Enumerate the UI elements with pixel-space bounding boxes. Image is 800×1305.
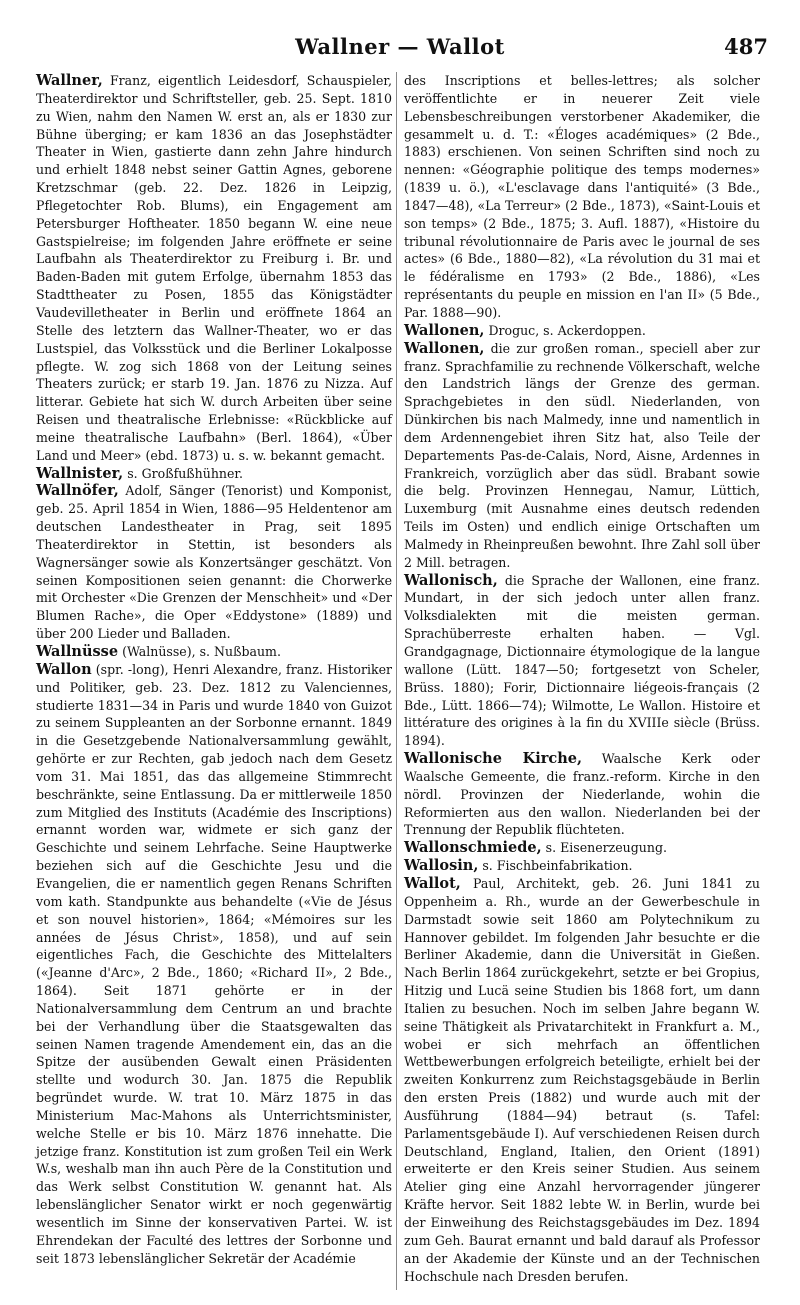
entry-text: Waalsche Kerk oder Waalsche Gemeente, die franz.-reform. Kirche in den nördl. Provinzen der Niederlande, wohin die Reformierten aus den wallon. Niederlanden bei der Trennung der Republik flüchteten.: [404, 751, 760, 838]
entry-wallonen: [404, 340, 760, 572]
headword: Wallot,: [404, 874, 461, 892]
entry-wallner: [36, 72, 392, 465]
headword: Wallon: [36, 660, 92, 678]
headword: Wallner,: [36, 72, 103, 89]
entry-text: (Walnüsse), s. Nußbaum.: [118, 644, 281, 659]
entry-wallonen-droguc: [404, 322, 760, 340]
entry-wallon: [36, 661, 392, 1268]
entry-text: Adolf, Sänger (Tenorist) und Komponist, geb. 25. April 1854 in Wien, 1886—95 Heldentenor am deutschen Landestheater in Prag, seit 1895 Theaterdirektor in Stettin, ist besonders als Wagnersänger sowie als Konzertsänger geschätzt. Von seinen Kompositionen seien genannt: die Chorwerke mit Orchester «Die Grenzen der Menschheit» und «Der Blumen Rache», die Oper «Eddystone» (1889) und über 200 Lieder und Balladen.: [36, 483, 392, 642]
entry-text: s. Eisenerzeugung.: [541, 840, 667, 856]
entry-wallnoefer: [36, 482, 392, 643]
headword: Wallnister,: [36, 464, 124, 482]
page-number: 487: [724, 34, 768, 59]
entry-wallnister: [36, 465, 392, 483]
entry-wallonisch: [404, 572, 760, 750]
left-column: [36, 72, 392, 1268]
headword: Wallnöfer,: [36, 482, 119, 500]
entry-text: die zur großen roman., speciell aber zur franz. Sprachfamilie zu rechnende Völkerschaft, welche den Landstrich längs der Grenze des german. Sprachgebietes in den südl. Niederlanden, von Dünkirchen bis nach Malmedy, inne und namentlich in dem Ardennengebiet ihren Sitz hat, also Teile der Departements Pas-de-Calais, Nord, Aisne, Ardennes in Frankreich, vorzüglich aber das südl. Brabant sowie die belg. Provinzen Hennegau, Namur, Lüttich, Luxemburg (mit Ausnahme eines deutsch redenden Teils im Osten) und endlich einige Ortschaften um Malmedy in Rheinpreußen bewohnt. Ihre Zahl soll über 2 Mill. betragen.: [404, 340, 760, 570]
entry-wallonische-kirche: [404, 750, 760, 839]
entry-text: Franz, eigentlich Leidesdorf, Schauspieler, Theaterdirektor und Schriftsteller, geb. 25. Sept. 1810 zu Wien, nahm den Namen W. erst an, als er 1830 zur Bühne überging; er kam 1836 an das Josephstädter Theater in Wien, gastierte dann zehn Jahre hindurch und erhielt 1848 nebst seiner Gattin Agnes, geborene Kretzschmar (geb. 22. Dez. 1826 in Leipzig, Pflegetochter Rob. Blums), ein Engagement am Petersburger Hoftheater. 1850 begann W. eine neue Gastspielreise; im folgenden Jahre eröffnete er seine Laufbahn als Theaterdirektor zu Freiburg i. Br. und Baden-Baden mit gutem Erfolge, übernahm 1853 das Stadttheater zu Posen, 1855 das Königstädter Vaudevilletheater in Berlin und eröffnete 1864 an Stelle des letztern das Wallner-Theater, wo er das Lustspiel, das Volksstück und die Berliner Lokalposse pflegte. W. zog sich 1868 von der Leitung seines Theaters zurück; er starb 19. Jan. 1876 zu Nizza. Auf litterar. Gebiete hat sich W. durch Arbeiten über seine Reisen und theatralische Erlebnisse: «Rückblicke auf meine theatralische Laufbahn» (Berl. 1864), «Über Land und Meer» (ebd. 1873) u. s. w. bekannt gemacht.: [36, 73, 392, 463]
right-column: [404, 72, 760, 1285]
entry-text: s. Großfußhühner.: [123, 465, 244, 481]
entry-wallosin: [404, 857, 760, 875]
entry-text: die Sprache der Wallonen, eine franz. Mundart, in der sich jedoch unter allen franz. Volksdialekten mit die meisten german. Sprachüberreste erhalten haben. — Vgl. Grandgagnage, Dictionnaire étymologique de la langue wallone (Lütt. 1847—50; fortgesetzt von Scheler, Brüss. 1880); Forir, Dictionnaire liégeois-français (2 Bde., Lütt. 1866—74); Wilmotte, Le Wallon. Histoire et littérature des origines à la fin du XVIIIe siècle (Brüss. 1894).: [404, 572, 760, 749]
entry-text: Droguc, s. Ackerdoppen.: [484, 322, 646, 338]
entry-text: Paul, Architekt, geb. 26. Juni 1841 zu Oppenheim a. Rh., wurde an der Gewerbeschule in Darmstadt sowie seit 1860 am Polytechnikum zu Hannover gebildet. Im folgenden Jahr besuchte er die Berliner Akademie, dann die Universität in Gießen. Nach Berlin 1864 zurückgekehrt, setzte er bei Gropius, Hitzig und Lucä seine Studien bis 1868 fort, um dann Italien zu besuchen. Noch im selben Jahre begann W. seine Thätigkeit als Privatarchitekt in Frankfurt a. M., wobei er sich mehrfach an öffentlichen Wettbewerbungen erfolgreich beteiligte, erhielt bei der zweiten Konkurrenz zum Reichstagsgebäude in Berlin den ersten Preis (1882) und wurde auch mit der Ausführung (1884—94) betraut (s. Tafel: Parlamentsgebäude I). Auf verschiedenen Reisen durch Deutschland, England, Italien, den Orient (1891) erweiterte er den Kreis seiner Studien. Aus seinem Atelier ging eine Anzahl hervorragender jüngerer Kräfte hervor. Seit 1882 lebte W. in Berlin, wurde bei der Einweihung des Reichstagsgebäudes im Dez. 1894 zum Geh. Baurat ernannt und bald darauf als Professor an der Akademie der Künste und an der Technischen Hochschule nach Dresden berufen.: [404, 875, 760, 1284]
entry-text: s. Fischbeinfabrikation.: [478, 858, 633, 874]
entry-wallnuesse: [36, 643, 392, 661]
headword: Wallonen,: [404, 339, 485, 357]
headword: Wallonisch,: [404, 571, 498, 589]
column-divider: [396, 72, 397, 1290]
entry-text: des Inscriptions et belles-lettres; als solcher veröffentlichte er in neuerer Zeit viele Lebensbeschreibungen verstorbener Akademiker, die gesammelt u. d. T.: «Éloges académiques» (2 Bde., 1883) erschienen. Von seinen Schriften sind noch zu nennen: «Géographie politique des temps modernes» (1839 u. ö.), «L'esclavage dans l'antiquité» (3 Bde., 1847—48), «La Terreur» (2 Bde., 1873), «Saint-Louis et son temps» (2 Bde., 1875; 3. Aufl. 1887), «Histoire du tribunal révolutionnaire de Paris avec le journal de ses actes» (6 Bde., 1880—82), «La révolution du 31 mai et le fédéralisme en 1793» (2 Bde., 1886), «Les représentants du peuple en mission en l'an II» (5 Bde., Par. 1888—90).: [404, 73, 760, 320]
headword: Wallonen,: [404, 321, 485, 339]
headword: Wallonschmiede,: [404, 839, 542, 857]
headword: Wallnüsse: [36, 643, 119, 660]
running-title: Wallner — Wallot: [295, 34, 505, 59]
headword: Wallonische Kirche,: [404, 750, 583, 768]
entry-wallonschmiede: [404, 839, 760, 857]
entry-wallon-continued: [404, 72, 760, 322]
entry-text: (spr. -long), Henri Alexandre, franz. Historiker und Politiker, geb. 23. Dez. 1812 zu Valenciennes, studierte 1831—34 in Paris und wurde 1840 von Guizot zu seinem Suppleanten an der Sorbonne ernannt. 1849 in die Gesetzgebende Nationalversammlung gewählt, gehörte er zur Rechten, gab jedoch nach dem Gesetz vom 31. Mai 1851, das das allgemeine Stimmrecht beschränkte, seine Entlassung. Da er mittlerweile 1850 zum Mitglied des Instituts (Académie des Inscriptions) ernannt worden war, widmete er sich ganz der Geschichte und seinem Lehrfache. Seine Hauptwerke beziehen sich auf die Geschichte Jesu und die Evangelien, die er namentlich gegen Renans Schriften vom kath. Standpunkte aus behandelte («Vie de Jésus et son nouvel historien», 1864; «Mémoires sur les années de Jésus Christ», 1858), und auf sein eigentliches Fach, die Geschichte des Mittelalters («Jeanne d'Arc», 2 Bde., 1860; «Richard II», 2 Bde., 1864). Seit 1871 gehörte er in der Nationalversammlung dem Centrum an und brachte bei der Verhandlung über die Staatsgewalten das seinen Namen tragende Amendement ein, das an die Spitze der ausübenden Gewalt einen Präsidenten stellte und wodurch 30. Jan. 1875 die Republik begründet wurde. W. trat 10. März 1875 in das Ministerium Mac-Mahons als Unterrichtsminister, welche Stelle er bis 10. März 1876 innehatte. Die jetzige franz. Konstitution ist zum großen Teil ein Werk W.s, weshalb man ihn auch Père de la Constitution und das Werk selbst Constitution W. genannt hat. Als lebenslänglicher Senator wirkt er noch gegenwärtig wesentlich im Sinne der konservativen Partei. W. ist Ehrendekan der Faculté des lettres der Sorbonne und seit 1873 lebenslänglicher Sekretär der Académie: [36, 661, 392, 1266]
entry-wallot: [404, 875, 760, 1285]
page-header: [32, 34, 768, 68]
headword: Wallosin,: [404, 857, 479, 875]
